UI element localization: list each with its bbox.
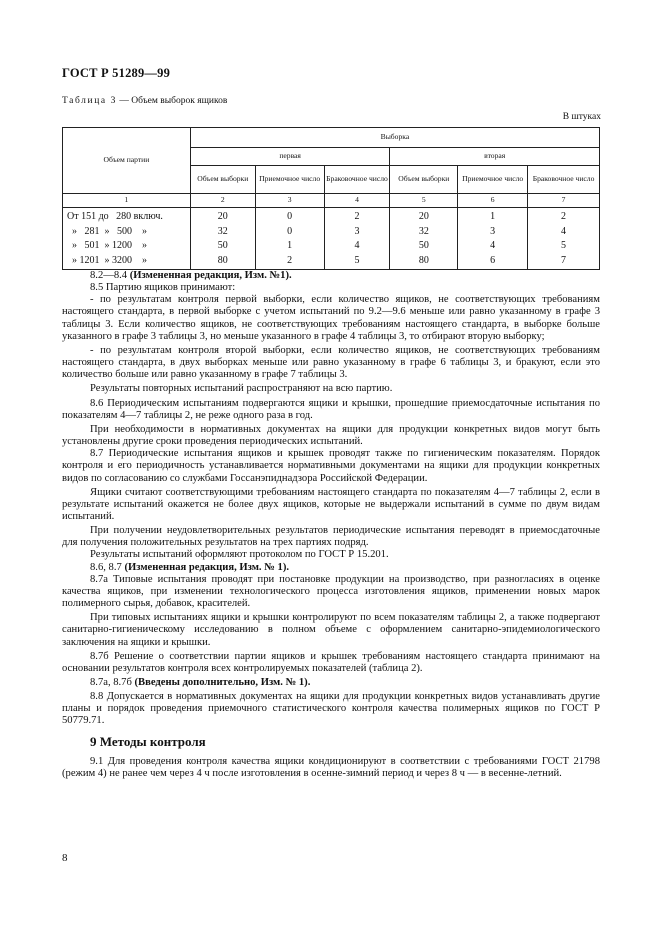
header-volume-2: Объем выборки	[390, 166, 458, 194]
party-size-cell: » 281 » 500 »	[63, 223, 191, 238]
first-volume-cell: 20	[190, 208, 255, 223]
paragraph: 8.7б Решение о соответствии партии ящиков и крышек требованиям настоящего стандарта принимают на основании результатов контроля всех контролируемых показателей (таблица 2).	[62, 650, 600, 674]
second-reject-cell: 4	[528, 223, 600, 238]
column-number: 4	[324, 194, 390, 208]
clause-number: 8.7а, 8.7б	[90, 677, 132, 688]
header-accept-2: Приемочное число	[458, 166, 528, 194]
party-size-cell: » 501 » 1200 »	[63, 237, 191, 252]
column-number: 7	[528, 194, 600, 208]
paragraph: - по результатам контроля первой выборки, если количество ящиков, не соответствующих требованиям настоящего стандарта, в первой выборке с учетом испытаний по 9.2—9.6 меньше или равно указанному в графе 3 таблицы 3. Если количество ящиков, не соответствующих требованиям настоящего стандарта, в выборке больше указанного в графе 3 таблицы 3, но меньше указанного в графе 4 таблицы 3, то отбирают вторую выборку;	[62, 294, 600, 342]
column-number: 5	[390, 194, 458, 208]
first-accept-cell: 0	[255, 223, 324, 238]
header-second-sample: вторая	[390, 148, 600, 166]
amendment-note	[62, 677, 600, 689]
table-caption	[62, 96, 227, 106]
column-number: 2	[190, 194, 255, 208]
paragraph: Результаты повторных испытаний распространяют на всю партию.	[90, 383, 393, 395]
paragraph: 8.8 Допускается в нормативных документах на ящики для продукции конкретных видов устанавливать другие планы и порядок проведения приемочного статистического контроля качества полимерных ящиков по ГОСТ Р 50779.71.	[62, 691, 600, 727]
paragraph: 8.6 Периодическим испытаниям подвергаются ящики и крышки, прошедшие приемосдаточные испытания по показателям 4—7 таблицы 2, не реже одного раза в год.	[62, 397, 600, 421]
first-reject-cell: 5	[324, 252, 390, 270]
clause-number: 8.2—8.4	[90, 270, 128, 281]
second-volume-cell: 20	[390, 208, 458, 223]
table-row	[63, 237, 600, 252]
clause-number: 8.6, 8.7	[90, 561, 122, 573]
second-volume-cell: 32	[390, 223, 458, 238]
paragraph: При получении неудовлетворительных результатов периодические испытания переводят в приемосдаточные для получения положительных результатов на трех партиях подряд.	[62, 525, 600, 549]
first-volume-cell: 80	[190, 252, 255, 270]
first-accept-cell: 0	[255, 208, 324, 223]
paragraph: 9.1 Для проведения контроля качества ящики кондиционируют в соответствии с требованиями ГОСТ 21798 (режим 4) не ранее чем через 4 ч после изготовления в осенне-зимний период и через 8 ч — в весенне-летний.	[62, 755, 600, 779]
amendment-text: (Измененная редакция, Изм. №1).	[129, 270, 292, 281]
header-first-sample: первая	[190, 148, 390, 166]
table-row	[63, 252, 600, 270]
second-reject-cell: 2	[528, 208, 600, 223]
party-size-cell: От 151 до 280 включ.	[63, 208, 191, 223]
party-size-cell: » 1201 » 3200 »	[63, 252, 191, 270]
sample-size-table	[62, 127, 600, 270]
first-accept-cell: 1	[255, 237, 324, 252]
paragraph: При типовых испытаниях ящики и крышки контролируют по всем показателям таблицы 2, а также подвергают санитарно-гигиеническому исследованию в полном объеме с оформлением санитарно-эпидемиологического заключения на ящики и крышки.	[62, 612, 600, 648]
amendment-note	[62, 270, 600, 282]
first-accept-cell: 2	[255, 252, 324, 270]
second-volume-cell: 50	[390, 237, 458, 252]
first-volume-cell: 32	[190, 223, 255, 238]
table-caption-label: Таблица 3	[62, 96, 118, 106]
table-row	[63, 208, 600, 223]
column-number-row	[63, 194, 600, 208]
table-row	[63, 223, 600, 238]
section-title: 9 Методы контроля	[90, 733, 206, 749]
paragraph: - по результатам контроля второй выборки, если количество ящиков, не соответствующих требованиям настоящего стандарта, в двух выборках меньше или равно указанному в графе 6 таблицы 3, и бракуют, если это количество больше или равно указанному в графе 7 таблицы 3.	[62, 344, 600, 381]
amendment-text: (Введены дополнительно, Изм. № 1).	[134, 677, 311, 688]
second-accept-cell: 1	[458, 208, 528, 223]
paragraph: 8.7 Периодические испытания ящиков и крышек проводят также по гигиеническим показателям. Порядок контроля и его периодичность устанавливается нормативными документами на ящики для продукции конкретных видов по согласованию со службами Госсанэпиднадзора Российской Федерации.	[62, 448, 600, 484]
paragraph: 8.5 Партию ящиков принимают:	[90, 282, 236, 294]
paragraph: При необходимости в нормативных документах на ящики для продукции конкретных видов могут быть установлены другие сроки проведения периодических испытаний.	[62, 423, 600, 448]
second-reject-cell: 7	[528, 252, 600, 270]
second-accept-cell: 4	[458, 237, 528, 252]
second-accept-cell: 3	[458, 223, 528, 238]
table-units: В штуках	[562, 112, 601, 122]
second-reject-cell: 5	[528, 237, 600, 252]
column-number: 6	[458, 194, 528, 208]
column-number: 1	[63, 194, 191, 208]
paragraph: Ящики считают соответствующими требованиям настоящего стандарта по показателям 4—7 таблицы 2, если в результате испытаний окажется не более двух ящиков, которые не выдержали испытаний в сумме по двум видам испытаний.	[62, 486, 600, 522]
header-accept-1: Приемочное число	[255, 166, 324, 194]
first-reject-cell: 2	[324, 208, 390, 223]
header-reject-2: Браковочное число	[528, 166, 600, 194]
amendment-note	[62, 562, 600, 574]
page-number: 8	[62, 852, 68, 864]
first-reject-cell: 4	[324, 237, 390, 252]
first-volume-cell: 50	[190, 237, 255, 252]
table-caption-text: — Объем выборок ящиков	[117, 96, 228, 106]
header-party: Объем партии	[63, 128, 191, 194]
second-volume-cell: 80	[390, 252, 458, 270]
paragraph: Результаты испытаний оформляют протоколом по ГОСТ Р 15.201.	[90, 549, 389, 561]
body-text	[62, 270, 600, 780]
first-reject-cell: 3	[324, 223, 390, 238]
header-sample: Выборка	[190, 128, 599, 148]
amendment-text: (Измененная редакция, Изм. № 1).	[124, 561, 289, 573]
column-number: 3	[255, 194, 324, 208]
header-volume-1: Объем выборки	[190, 166, 255, 194]
second-accept-cell: 6	[458, 252, 528, 270]
header-reject-1: Браковочное число	[324, 166, 390, 194]
paragraph: 8.7а Типовые испытания проводят при постановке продукции на производство, при разногласиях в оценке качества ящиков, при изменении технологического процесса изготовления ящиков, применении новых марок полимерного сырья, добавок, красителей.	[62, 573, 600, 610]
document-header: ГОСТ Р 51289—99	[62, 66, 171, 80]
